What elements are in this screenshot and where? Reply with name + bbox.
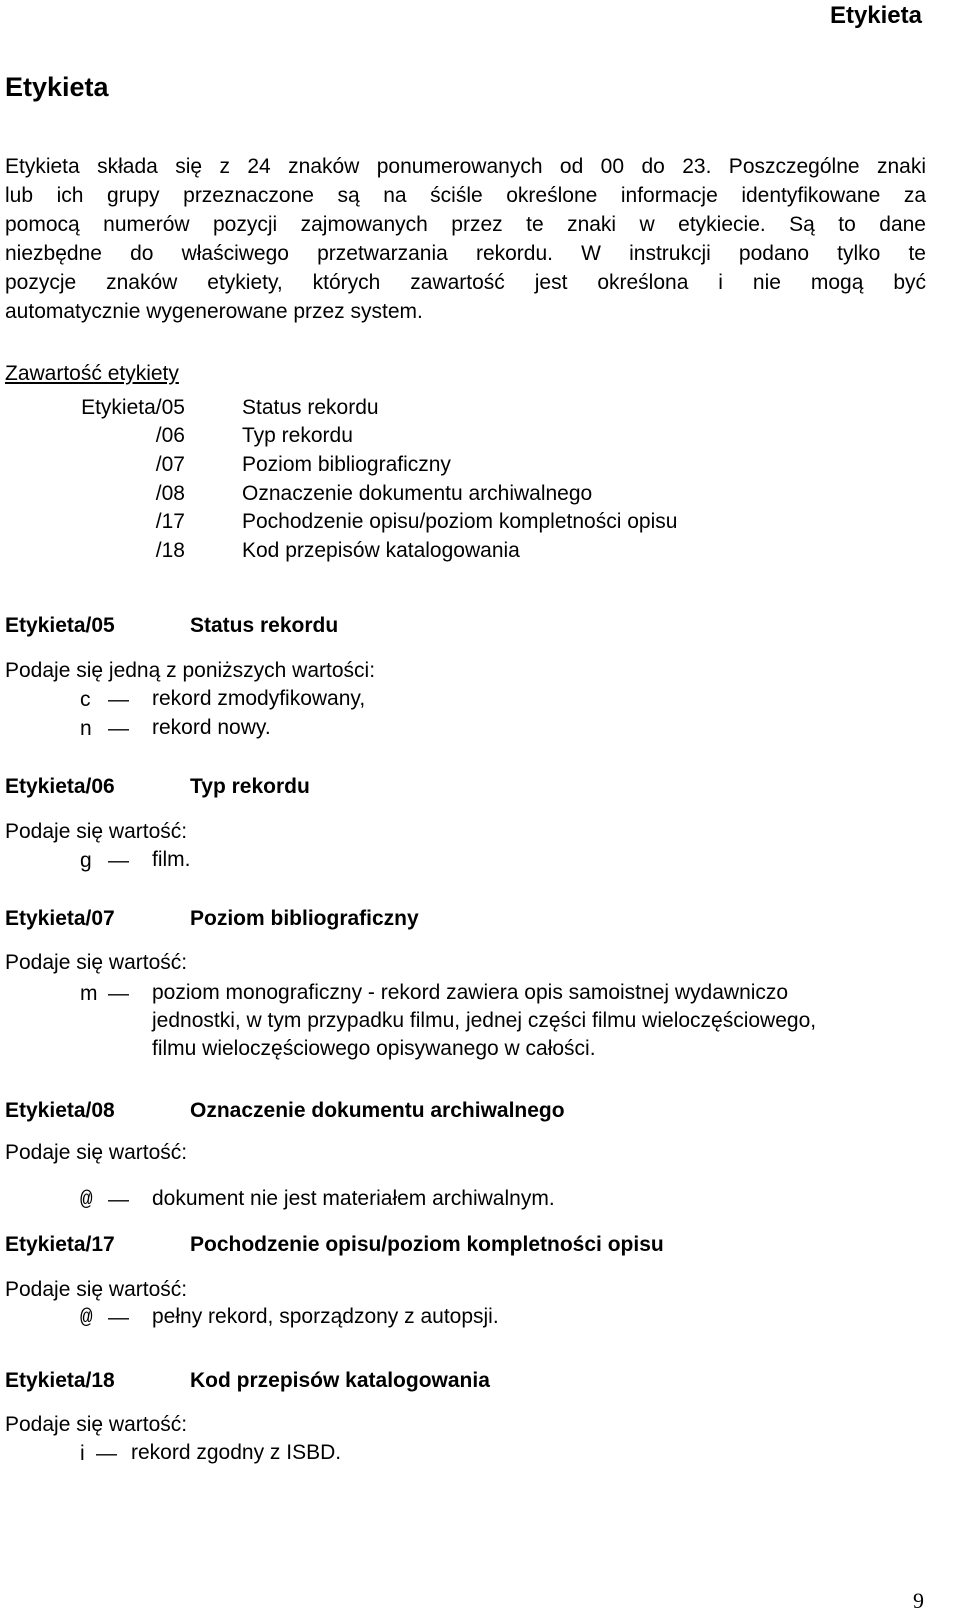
contents-description: Pochodzenie opisu/poziom kompletności opisu bbox=[242, 510, 678, 533]
contents-description: Kod przepisów katalogowania bbox=[242, 539, 520, 562]
contents-code: /06 bbox=[155, 424, 185, 447]
contents-title: Zawartość etykiety bbox=[5, 362, 179, 385]
value-text: pełny rekord, sporządzony z autopsji. bbox=[152, 1305, 499, 1328]
section-code: Etykieta/17 bbox=[5, 1233, 115, 1256]
value-dash: — bbox=[108, 982, 129, 1005]
intro-line: Etykieta składa się z 24 znaków ponumerowanych od 00 do 23. Poszczególne znaki bbox=[5, 155, 926, 178]
section-code: Etykieta/07 bbox=[5, 907, 115, 930]
value-text: poziom monograficzny - rekord zawiera opis samoistnej wydawniczo bbox=[152, 981, 789, 1004]
value-dash: — bbox=[108, 1188, 129, 1211]
value-code: n bbox=[80, 717, 92, 740]
section-intro: Podaje się wartość: bbox=[5, 951, 188, 974]
value-code: g bbox=[80, 849, 92, 872]
section-intro: Podaje się wartość: bbox=[5, 1413, 188, 1436]
contents-code: /17 bbox=[155, 510, 185, 533]
intro-line: automatycznie wygenerowane przez system. bbox=[5, 300, 423, 323]
section-intro: Podaje się wartość: bbox=[5, 1141, 188, 1164]
section-code: Etykieta/18 bbox=[5, 1369, 115, 1392]
value-text: jednostki, w tym przypadku filmu, jednej części filmu wieloczęściowego, bbox=[152, 1009, 817, 1032]
value-code: i bbox=[80, 1442, 85, 1465]
section-title: Pochodzenie opisu/poziom kompletności opisu bbox=[190, 1233, 664, 1256]
value-code: c bbox=[80, 688, 91, 711]
section-code: Etykieta/05 bbox=[5, 614, 115, 637]
section-code: Etykieta/08 bbox=[5, 1099, 115, 1122]
intro-line: lub ich grupy przeznaczone są na ściśle określone informacje identyfikowane za bbox=[5, 184, 926, 207]
value-dash: — bbox=[108, 688, 129, 711]
section-title: Kod przepisów katalogowania bbox=[190, 1369, 490, 1392]
page-title: Etykieta bbox=[5, 72, 109, 102]
section-intro: Podaje się jedną z poniższych wartości: bbox=[5, 659, 376, 682]
section-code: Etykieta/06 bbox=[5, 775, 115, 798]
value-text: rekord zgodny z ISBD. bbox=[131, 1441, 342, 1464]
section-title: Typ rekordu bbox=[190, 775, 310, 798]
running-header: Etykieta bbox=[829, 2, 922, 29]
value-dash: — bbox=[96, 1442, 117, 1465]
contents-code: /18 bbox=[155, 539, 185, 562]
intro-paragraph bbox=[5, 152, 926, 326]
value-text: dokument nie jest materiałem archiwalnym. bbox=[152, 1187, 555, 1210]
intro-line: pomocą numerów pozycji zajmowanych przez te znaki w etykiecie. Są to dane bbox=[5, 213, 926, 236]
page-number: 9 bbox=[913, 1588, 924, 1613]
value-code: @ bbox=[80, 1307, 93, 1330]
section-intro: Podaje się wartość: bbox=[5, 1278, 188, 1301]
intro-line: pozycje znaków etykiety, których zawartość jest określona i nie mogą być bbox=[5, 271, 926, 294]
section-title: Poziom bibliograficzny bbox=[190, 907, 419, 930]
section-intro: Podaje się wartość: bbox=[5, 820, 188, 843]
contents-description: Status rekordu bbox=[242, 396, 379, 419]
value-text: filmu wieloczęściowego opisywanego w całości. bbox=[152, 1037, 596, 1060]
value-dash: — bbox=[108, 1306, 129, 1329]
contents-description: Poziom bibliograficzny bbox=[242, 453, 451, 476]
section-title: Status rekordu bbox=[190, 614, 339, 637]
contents-code: Etykieta/05 bbox=[81, 396, 185, 419]
contents-code: /08 bbox=[155, 482, 185, 505]
contents-code: /07 bbox=[155, 453, 185, 476]
contents-description: Typ rekordu bbox=[242, 424, 353, 447]
value-text: rekord zmodyfikowany, bbox=[152, 687, 366, 710]
intro-line: niezbędne do właściwego przetwarzania rekordu. W instrukcji podano tylko te bbox=[5, 242, 926, 265]
value-code: @ bbox=[80, 1189, 93, 1212]
value-text: rekord nowy. bbox=[152, 716, 271, 739]
contents-description: Oznaczenie dokumentu archiwalnego bbox=[242, 482, 593, 505]
section-title: Oznaczenie dokumentu archiwalnego bbox=[190, 1099, 565, 1122]
value-dash: — bbox=[108, 717, 129, 740]
value-code: m bbox=[80, 982, 98, 1005]
value-text: film. bbox=[152, 848, 191, 871]
value-dash: — bbox=[108, 849, 129, 872]
